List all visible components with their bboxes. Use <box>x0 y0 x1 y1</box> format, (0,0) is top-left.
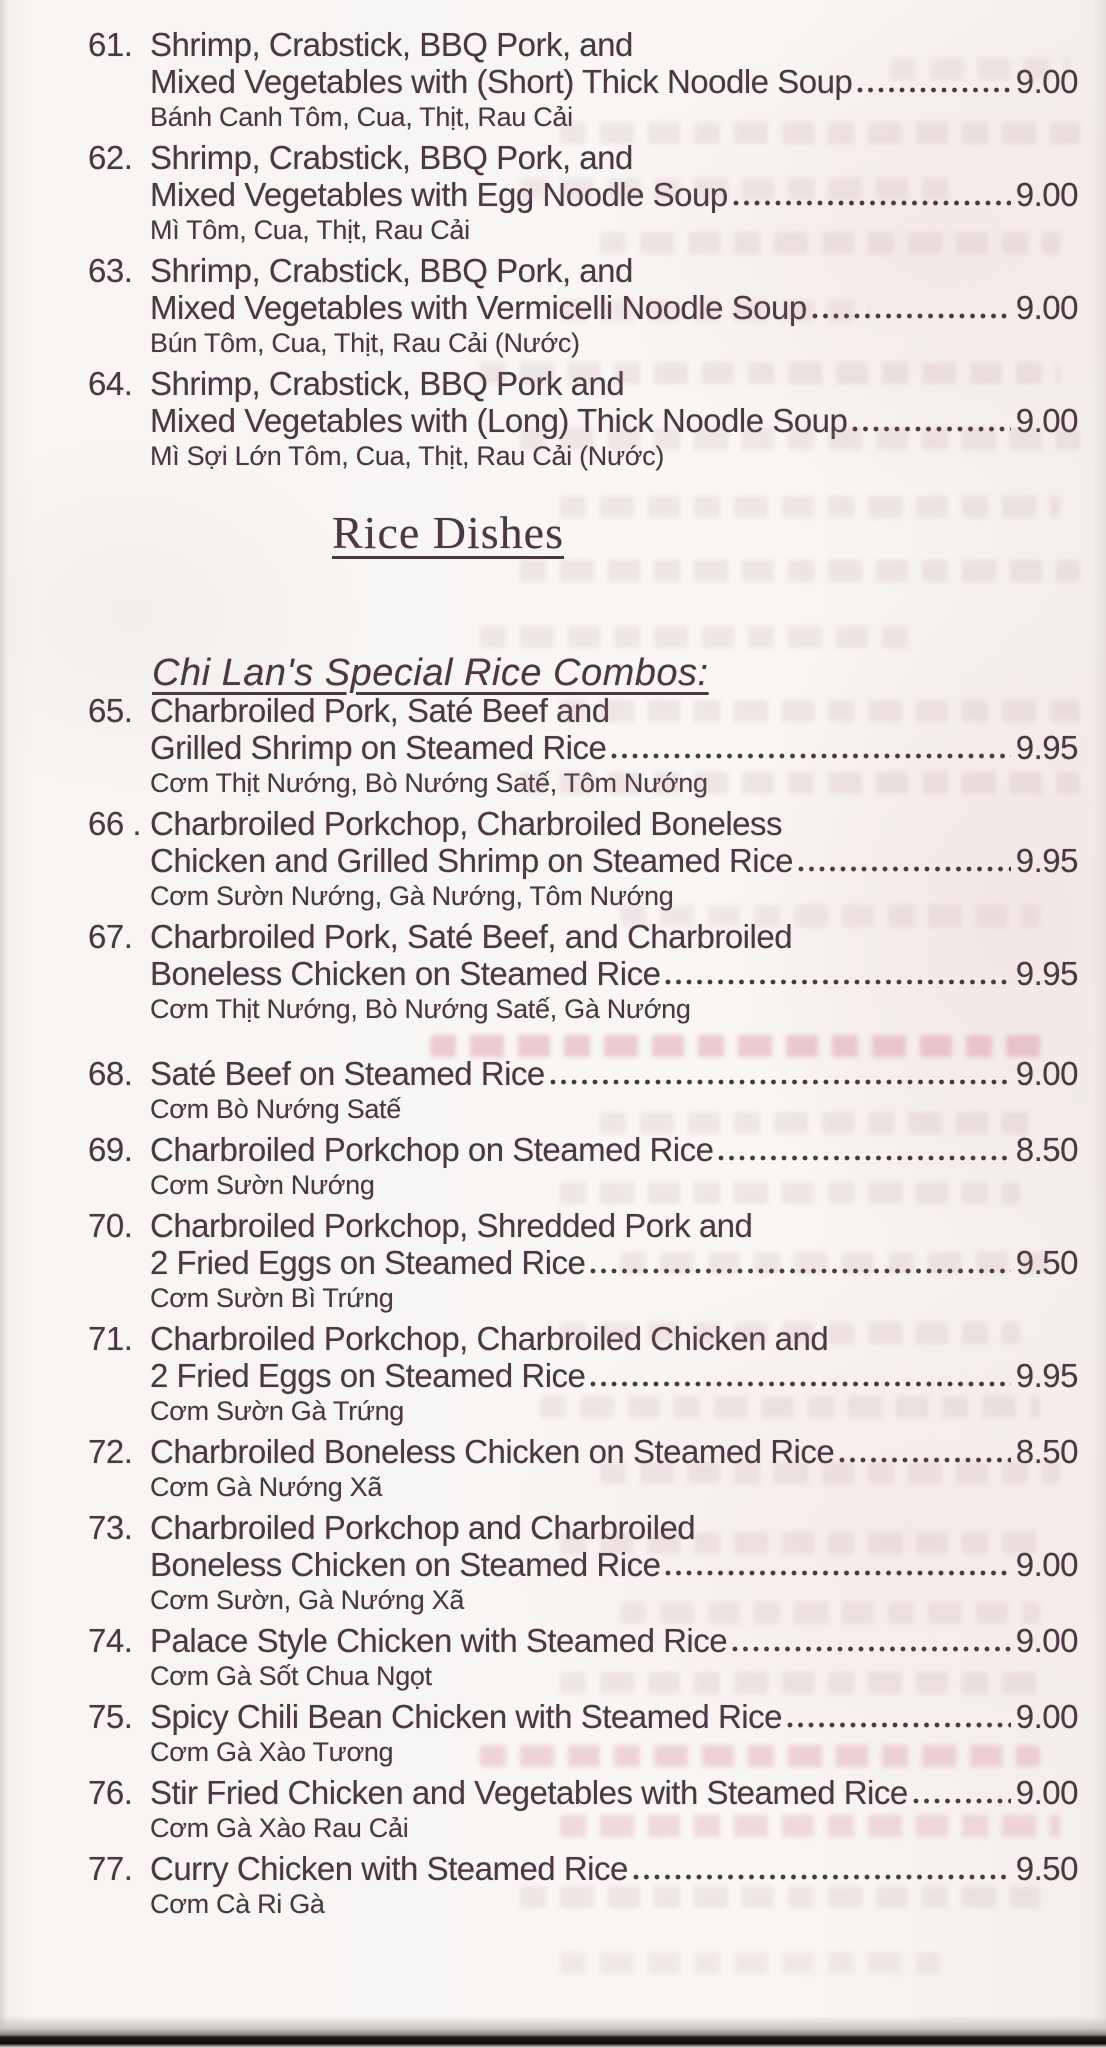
menu-item <box>88 1622 1078 1695</box>
item-name: Boneless Chicken on Steamed Rice <box>150 1546 661 1583</box>
menu-item <box>88 1774 1078 1847</box>
menu-item <box>88 1131 1078 1204</box>
item-price-line <box>150 1131 1078 1168</box>
item-vietnamese-name: Cơm Gà Xào Tương <box>150 1737 394 1767</box>
item-price-line <box>150 1055 1078 1092</box>
item-name: Grilled Shrimp on Steamed Rice <box>150 729 607 766</box>
item-vietnamese-name: Cơm Bò Nướng Satế <box>150 1094 401 1124</box>
dot-leader <box>731 1644 1011 1654</box>
bleedthrough-artifact <box>430 1035 1050 1057</box>
dot-leader <box>851 424 1010 434</box>
item-vietnamese-name: Cơm Thịt Nướng, Bò Nướng Satế, Tôm Nướng <box>150 768 708 798</box>
item-vietnamese-name: Cơm Sườn, Gà Nướng Xã <box>150 1585 465 1615</box>
item-number: 69. <box>88 1131 133 1168</box>
item-price: 8.50 <box>1015 1433 1078 1470</box>
item-name: Charbroiled Boneless Chicken on Steamed Rice <box>150 1433 835 1470</box>
subsection-title-special-rice-combos: Chi Lan's Special Rice Combos: <box>152 652 709 694</box>
item-vietnamese-name: Bánh Canh Tôm, Cua, Thịt, Rau Cải <box>150 102 573 132</box>
item-price-line <box>150 1244 1078 1281</box>
menu-item <box>88 365 1078 475</box>
item-name: Mixed Vegetables with Vermicelli Noodle Soup <box>150 289 807 326</box>
item-price: 9.95 <box>1015 1357 1078 1394</box>
item-number: 64. <box>88 365 133 402</box>
menu-section-rice-combos <box>88 692 1078 1031</box>
dot-leader <box>732 198 1011 208</box>
item-price-line <box>150 1357 1078 1394</box>
item-price: 9.00 <box>1015 176 1078 213</box>
dot-leader <box>589 1379 1010 1389</box>
item-number: 66 . <box>88 805 142 842</box>
item-vietnamese-name: Cơm Sườn Gà Trứng <box>150 1396 405 1426</box>
item-number: 70. <box>88 1207 133 1244</box>
menu-item <box>88 252 1078 362</box>
item-number: 76. <box>88 1774 133 1811</box>
item-name: Boneless Chicken on Steamed Rice <box>150 955 661 992</box>
menu-item <box>88 1509 1078 1619</box>
item-price-line <box>150 1546 1078 1583</box>
item-price: 9.00 <box>1015 1622 1078 1659</box>
item-name: Charbroiled Porkchop on Steamed Rice <box>150 1131 714 1168</box>
dot-leader <box>589 1266 1010 1276</box>
item-name: Spicy Chili Bean Chicken with Steamed Rice <box>150 1698 782 1735</box>
item-price-line <box>150 289 1078 326</box>
item-number: 61. <box>88 26 133 63</box>
menu-item <box>88 26 1078 136</box>
item-price-line <box>150 176 1078 213</box>
item-number: 62. <box>88 139 133 176</box>
item-vietnamese-name: Cơm Gà Nướng Xã <box>150 1472 383 1502</box>
menu-item <box>88 692 1078 802</box>
dot-leader <box>610 751 1010 761</box>
item-price-line <box>150 1433 1078 1470</box>
item-name-line: Shrimp, Crabstick, BBQ Pork, and <box>150 139 633 176</box>
item-price: 9.00 <box>1015 1698 1078 1735</box>
dot-leader <box>797 864 1011 874</box>
item-price: 9.00 <box>1015 1055 1078 1092</box>
dot-leader <box>856 85 1010 95</box>
item-price: 9.95 <box>1015 955 1078 992</box>
item-name: 2 Fried Eggs on Steamed Rice <box>150 1357 586 1394</box>
menu-item <box>88 1698 1078 1771</box>
item-price: 9.95 <box>1015 729 1078 766</box>
item-vietnamese-name: Bún Tôm, Cua, Thịt, Rau Cải (Nước) <box>150 328 580 358</box>
item-name-line: Charbroiled Porkchop, Shredded Pork and <box>150 1207 753 1244</box>
item-vietnamese-name: Cơm Sườn Bì Trứng <box>150 1283 394 1313</box>
scan-edge-left <box>0 0 7 2048</box>
item-number: 75. <box>88 1698 133 1735</box>
item-name-line: Charbroiled Porkchop, Charbroiled Boneless <box>150 805 783 842</box>
item-price-line <box>150 402 1078 439</box>
item-name: Saté Beef on Steamed Rice <box>150 1055 545 1092</box>
menu-section-rice-dishes <box>88 1055 1078 1926</box>
menu-item <box>88 1850 1078 1923</box>
item-name: Mixed Vegetables with Egg Noodle Soup <box>150 176 728 213</box>
item-name-line: Charbroiled Pork, Saté Beef, and Charbroiled <box>150 918 793 955</box>
item-name: Chicken and Grilled Shrimp on Steamed Rice <box>150 842 793 879</box>
item-number: 72. <box>88 1433 133 1470</box>
item-price: 9.95 <box>1015 842 1078 879</box>
menu-item <box>88 805 1078 915</box>
dot-leader <box>632 1872 1011 1882</box>
item-vietnamese-name: Cơm Thịt Nướng, Bò Nướng Satế, Gà Nướng <box>150 994 691 1024</box>
item-price: 9.00 <box>1015 402 1078 439</box>
item-name-line: Shrimp, Crabstick, BBQ Pork, and <box>150 26 633 63</box>
section-title-rice-dishes: Rice Dishes <box>331 507 564 558</box>
item-name-line: Charbroiled Porkchop and Charbroiled <box>150 1509 696 1546</box>
item-name: 2 Fried Eggs on Steamed Rice <box>150 1244 586 1281</box>
item-price: 9.00 <box>1015 63 1078 100</box>
item-name-line: Charbroiled Pork, Saté Beef and <box>150 692 610 729</box>
item-vietnamese-name: Cơm Cà Ri Gà <box>150 1889 325 1919</box>
item-name: Curry Chicken with Steamed Rice <box>150 1850 628 1887</box>
item-price: 9.00 <box>1015 289 1078 326</box>
scan-edge-right <box>1092 0 1106 2048</box>
dot-leader <box>811 311 1011 321</box>
item-price-line <box>150 1850 1078 1887</box>
item-number: 74. <box>88 1622 133 1659</box>
item-number: 67. <box>88 918 133 955</box>
menu-section-noodle-soups <box>88 26 1078 478</box>
bleedthrough-artifact <box>520 560 1080 582</box>
item-price-line <box>150 842 1078 879</box>
menu-item <box>88 1433 1078 1506</box>
menu-item <box>88 1055 1078 1128</box>
bleedthrough-artifact <box>560 1952 940 1974</box>
scan-edge-bottom <box>0 2016 1106 2048</box>
item-number: 63. <box>88 252 133 289</box>
item-vietnamese-name: Cơm Sườn Nướng <box>150 1170 375 1200</box>
item-price: 9.00 <box>1015 1546 1078 1583</box>
menu-item <box>88 139 1078 249</box>
item-price-line <box>150 729 1078 766</box>
item-price-line <box>150 955 1078 992</box>
item-number: 71. <box>88 1320 133 1357</box>
item-name: Mixed Vegetables with (Short) Thick Noodle Soup <box>150 63 853 100</box>
item-price-line <box>150 1622 1078 1659</box>
item-number: 68. <box>88 1055 133 1092</box>
dot-leader <box>664 1568 1010 1578</box>
item-name-line: Charbroiled Porkchop, Charbroiled Chicken and <box>150 1320 829 1357</box>
item-price: 9.00 <box>1015 1774 1078 1811</box>
item-number: 65. <box>88 692 133 729</box>
item-price: 9.50 <box>1015 1850 1078 1887</box>
item-name-line: Shrimp, Crabstick, BBQ Pork, and <box>150 252 633 289</box>
dot-leader <box>838 1455 1011 1465</box>
dot-leader <box>786 1720 1011 1730</box>
item-price-line <box>150 1774 1078 1811</box>
item-price-line <box>150 63 1078 100</box>
dot-leader <box>717 1153 1010 1163</box>
item-price-line <box>150 1698 1078 1735</box>
item-vietnamese-name: Mì Tôm, Cua, Thịt, Rau Cải <box>150 215 470 245</box>
item-vietnamese-name: Cơm Sườn Nướng, Gà Nướng, Tôm Nướng <box>150 881 674 911</box>
dot-leader <box>664 977 1010 987</box>
item-name: Mixed Vegetables with (Long) Thick Noodle Soup <box>150 402 848 439</box>
item-vietnamese-name: Cơm Gà Xào Rau Cải <box>150 1813 409 1843</box>
item-vietnamese-name: Cơm Gà Sốt Chua Ngọt <box>150 1661 432 1691</box>
item-name: Stir Fried Chicken and Vegetables with Steamed Rice <box>150 1774 908 1811</box>
item-price: 9.50 <box>1015 1244 1078 1281</box>
bleedthrough-artifact <box>480 626 920 648</box>
item-price: 8.50 <box>1015 1131 1078 1168</box>
item-number: 73. <box>88 1509 133 1546</box>
item-name-line: Shrimp, Crabstick, BBQ Pork and <box>150 365 625 402</box>
dot-leader <box>549 1077 1011 1087</box>
item-number: 77. <box>88 1850 133 1887</box>
item-vietnamese-name: Mì Sợi Lớn Tôm, Cua, Thịt, Rau Cải (Nước) <box>150 441 665 471</box>
item-name: Palace Style Chicken with Steamed Rice <box>150 1622 728 1659</box>
menu-item <box>88 1207 1078 1317</box>
menu-item <box>88 918 1078 1028</box>
dot-leader <box>912 1796 1011 1806</box>
menu-item <box>88 1320 1078 1430</box>
